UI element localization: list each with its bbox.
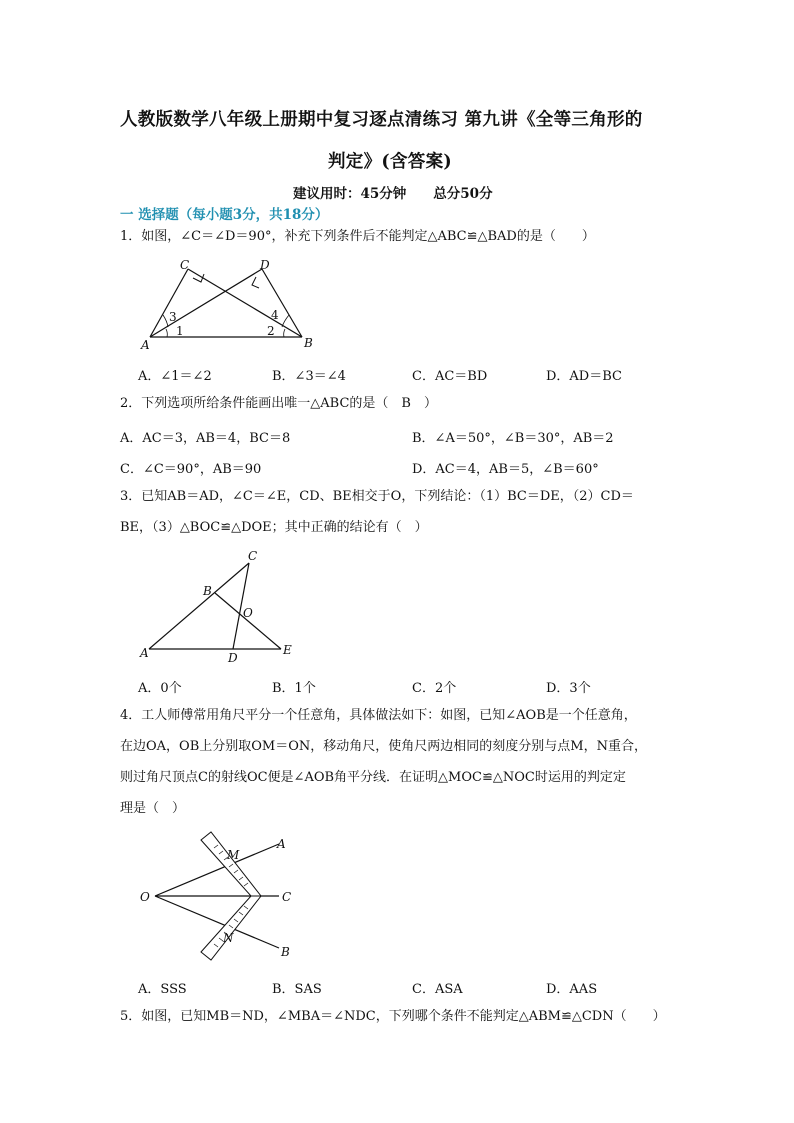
question-1-option-a[interactable]: A．∠1＝∠2: [138, 369, 212, 384]
fig1-label-D: D: [260, 258, 270, 272]
fig1-label-4: 4: [271, 308, 279, 322]
fig1-label-A: A: [141, 338, 150, 352]
fig4-label-B: B: [281, 945, 290, 959]
fig4-label-O: O: [140, 890, 150, 904]
document-title-line2: 判定》(含答案): [328, 152, 452, 172]
question-4-option-d[interactable]: D．AAS: [546, 982, 598, 997]
time-and-score: 建议用时：45分钟 总分50分: [293, 186, 493, 202]
fig1-label-B: B: [304, 336, 313, 350]
fig1-label-2: 2: [267, 324, 275, 338]
question-1-option-b[interactable]: B．∠3＝∠4: [272, 369, 346, 384]
question-3-option-a[interactable]: A．0个: [138, 681, 182, 696]
question-4-option-a[interactable]: A．SSS: [138, 982, 187, 997]
fig3-label-D: D: [228, 651, 238, 665]
fig3-label-C: C: [248, 549, 258, 563]
question-4-line2: 在边OA，OB上分别取OM＝ON，移动角尺，使角尺两边相同的刻度分别与点M，N重合，: [120, 739, 647, 754]
question-4-option-c[interactable]: C．ASA: [412, 982, 463, 997]
question-2-option-a[interactable]: A．AC＝3，AB＝4，BC＝8: [120, 431, 291, 446]
question-3-option-c[interactable]: C．2个: [412, 681, 457, 696]
question-2-option-c[interactable]: C．∠C＝90°，AB＝90: [120, 462, 262, 477]
section-heading: 一 选择题（每小题3分，共18分）: [120, 207, 329, 223]
question-3-figure: [135, 545, 305, 670]
fig3-label-O: O: [243, 606, 253, 620]
fig3-label-E: E: [283, 643, 292, 657]
question-5-stem: 5．如图，已知MB＝ND，∠MBA＝∠NDC，下列哪个条件不能判定△ABM≌△CDN（ ）: [120, 1009, 666, 1024]
fig4-label-C: C: [282, 890, 292, 904]
question-3-line1: 3．已知AB＝AD，∠C＝∠E，CD、BE相交于O，下列结论：（1）BC＝DE，（2）CD＝: [120, 489, 634, 504]
question-1-stem: 1．如图，∠C＝∠D＝90°，补充下列条件后不能判定△ABC≌△BAD的是（ ）: [120, 229, 595, 244]
question-1-figure: [130, 255, 330, 355]
fig1-label-1: 1: [176, 324, 184, 338]
fig1-label-3: 3: [169, 310, 177, 324]
question-3-line2: BE，（3）△BOC≌△DOE；其中正确的结论有（ ）: [120, 520, 428, 535]
fig3-label-A: A: [140, 646, 149, 660]
question-4-line4: 理是（ ）: [120, 801, 186, 816]
question-3-option-d[interactable]: D．3个: [546, 681, 591, 696]
question-4-option-b[interactable]: B．SAS: [272, 982, 322, 997]
document-title-line1: 人教版数学八年级上册期中复习逐点清练习 第九讲《全等三角形的: [120, 110, 643, 130]
question-2-stem: 2．下列选项所给条件能画出唯一△ABC的是（ B ）: [120, 396, 437, 411]
question-2-option-b[interactable]: B．∠A＝50°，∠B＝30°，AB＝2: [412, 431, 614, 446]
fig1-label-C: C: [180, 258, 190, 272]
question-4-figure: [135, 832, 305, 967]
fig4-label-M: M: [227, 848, 240, 862]
fig4-label-A: A: [277, 837, 286, 851]
question-4-line1: 4．工人师傅常用角尺平分一个任意角，具体做法如下：如图，已知∠AOB是一个任意角，: [120, 708, 637, 723]
question-3-option-b[interactable]: B．1个: [272, 681, 316, 696]
question-2-option-d[interactable]: D．AC＝4，AB＝5，∠B＝60°: [412, 462, 599, 477]
question-1-option-d[interactable]: D．AD＝BC: [546, 369, 622, 384]
question-4-line3: 则过角尺顶点C的射线OC便是∠AOB角平分线．在证明△MOC≌△NOC时运用的判定定: [120, 770, 626, 785]
fig4-label-N: N: [223, 931, 234, 945]
fig3-label-B: B: [203, 584, 212, 598]
question-1-option-c[interactable]: C．AC＝BD: [412, 369, 488, 384]
